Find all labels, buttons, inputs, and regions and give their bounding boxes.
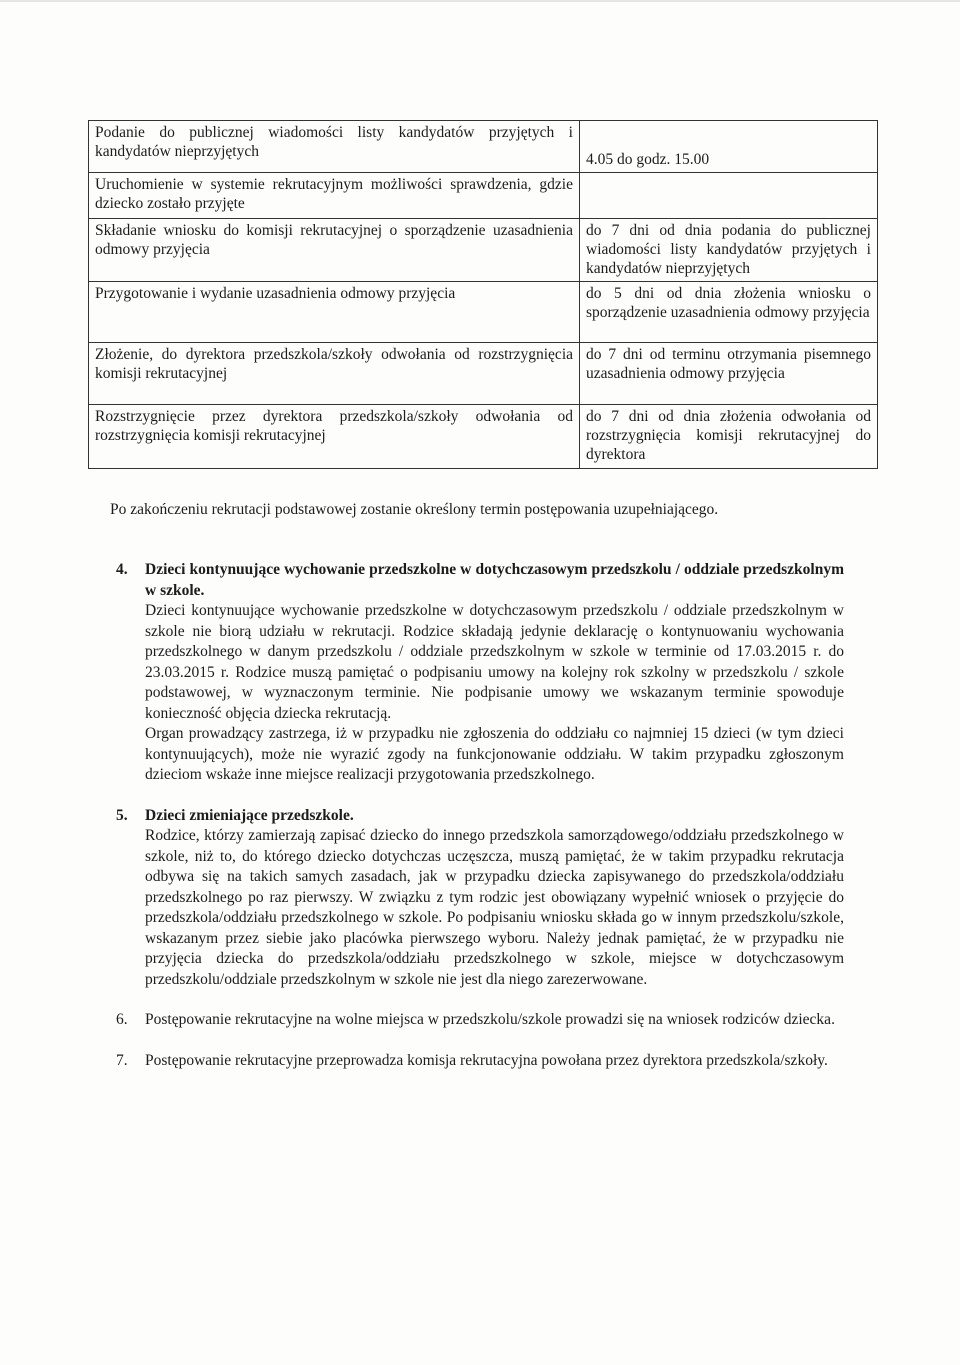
page-top-edge <box>0 0 960 2</box>
table-row <box>89 121 878 173</box>
section-number: 4. <box>116 561 128 578</box>
schedule-term-cell: do 7 dni od terminu otrzymania pisemnego uzasadnienia odmowy przyjęcia <box>580 343 878 405</box>
table-row <box>89 282 878 343</box>
schedule-term-cell: do 7 dni od dnia podania do publicznej wiadomości listy kandydatów przyjętych i kandydatów nieprzyjętych <box>580 219 878 282</box>
section-paragraph: Rodzice, którzy zamierzają zapisać dziecko do innego przedszkola samorządowego/oddziału przedszkolnego w szkole, niż to, do którego dziecko dotychczas uczęszcza, muszą pamiętać, że w takim przypadku rekrutacja odbywa się na takich samych zasadach, jak w przypadku dziecka zapisywanego do przedszkola/oddziału przedszkolnego po raz pierwszy. W związku z tym rodzic jest obowiązany wypełnić wniosek o przyjęcie do przedszkola/oddziału przedszkolnego w szkole. Po podpisaniu wniosku składa go w innym przedszkolu/szkole, wskazanym przez siebie jako placówka pierwszego wyboru. Należy jednak pamiętać, że w przypadku nie przyjęcia dziecka do przedszkola/oddziału przedszkolnego w szkole, miejsce w dotychczasowym przedszkolu/oddziale przedszkolnym w szkole nie jest dla niego zarezerwowane. <box>145 827 844 988</box>
schedule-activity-cell: Rozstrzygnięcie przez dyrektora przedszkola/szkoły odwołania od rozstrzygnięcia komisji rekrutacyjnej <box>89 405 580 469</box>
numbered-sections <box>116 560 844 1091</box>
table-row <box>89 405 878 469</box>
schedule-activity-cell: Podanie do publicznej wiadomości listy kandydatów przyjętych i kandydatów nieprzyjętych <box>89 121 580 173</box>
schedule-activity-cell: Składanie wniosku do komisji rekrutacyjnej o sporządzenie uzasadnienia odmowy przyjęcia <box>89 219 580 282</box>
table-row <box>89 219 878 282</box>
schedule-activity-cell: Przygotowanie i wydanie uzasadnienia odmowy przyjęcia <box>89 282 580 343</box>
section-changing-preschool <box>116 806 844 991</box>
schedule-term-cell <box>580 173 878 219</box>
section-paragraph: Organ prowadzący zastrzega, iż w przypadku nie zgłoszenia do oddziału co najmniej 15 dzieci (w tym dzieci kontynuujących), może nie wyrazić zgody na funkcjonowanie oddziału. W takim przypadku zgłoszonym dzieciom wskaże inne miejsce realizacji przygotowania przedszkolnego. <box>145 725 844 783</box>
schedule-term-cell: do 7 dni od dnia złożenia odwołania od rozstrzygnięcia komisji rekrutacyjnej do dyrektora <box>580 405 878 469</box>
table-row <box>89 343 878 405</box>
section-number: 5. <box>116 806 128 824</box>
section-heading: Dzieci kontynuujące wychowanie przedszkolne w dotychczasowym przedszkolu / oddziale przedszkolnym w szkole. <box>145 561 844 599</box>
table-row <box>89 173 878 219</box>
schedule-term-cell: 4.05 do godz. 15.00 <box>580 121 878 173</box>
section-heading: Dzieci zmieniające przedszkole. <box>145 806 354 824</box>
schedule-activity-cell: Uruchomienie w systemie rekrutacyjnym możliwości sprawdzenia, gdzie dziecko zostało przyjęte <box>89 173 580 219</box>
section-paragraph: Dzieci kontynuujące wychowanie przedszkolne w dotychczasowym przedszkolu / oddziale przedszkolnym w szkole nie biorą udziału w rekrutacji. Rodzice składają jedynie deklarację o kontynuowaniu wychowania przedszkolnego w danym przedszkolu / oddziale przedszkolnym w szkole w terminie od 17.03.2015 r. do 23.03.2015 r. Rodzice muszą pamiętać o podpisaniu umowy na kolejny rok szkolny w przedszkolu / szkole podstawowej, w wyznaczonym terminie. Nie podpisanie umowy we wskazanym terminie spowoduje konieczność objęcia dziecka rekrutacją. <box>145 602 844 722</box>
section-number: 7. <box>116 1051 128 1069</box>
schedule-activity-cell: Złożenie, do dyrektora przedszkola/szkoły odwołania od rozstrzygnięcia komisji rekrutacyjnej <box>89 343 580 405</box>
section-paragraph: Postępowanie rekrutacyjne przeprowadza komisja rekrutacyjna powołana przez dyrektora przedszkola/szkoły. <box>145 1051 828 1069</box>
section-paragraph: Postępowanie rekrutacyjne na wolne miejsca w przedszkolu/szkole prowadzi się na wniosek rodziców dziecka. <box>145 1011 835 1028</box>
section-recruitment-committee <box>116 1051 844 1072</box>
section-continuing-children <box>116 560 844 786</box>
schedule-term-cell: do 5 dni od dnia złożenia wniosku o sporządzenie uzasadnienia odmowy przyjęcia <box>580 282 878 343</box>
supplementary-recruitment-note: Po zakończeniu rekrutacji podstawowej zostanie określony termin postępowania uzupełniającego. <box>110 501 719 518</box>
section-number: 6. <box>116 1011 128 1028</box>
recruitment-schedule-table <box>88 120 878 469</box>
section-vacant-places <box>116 1010 844 1031</box>
